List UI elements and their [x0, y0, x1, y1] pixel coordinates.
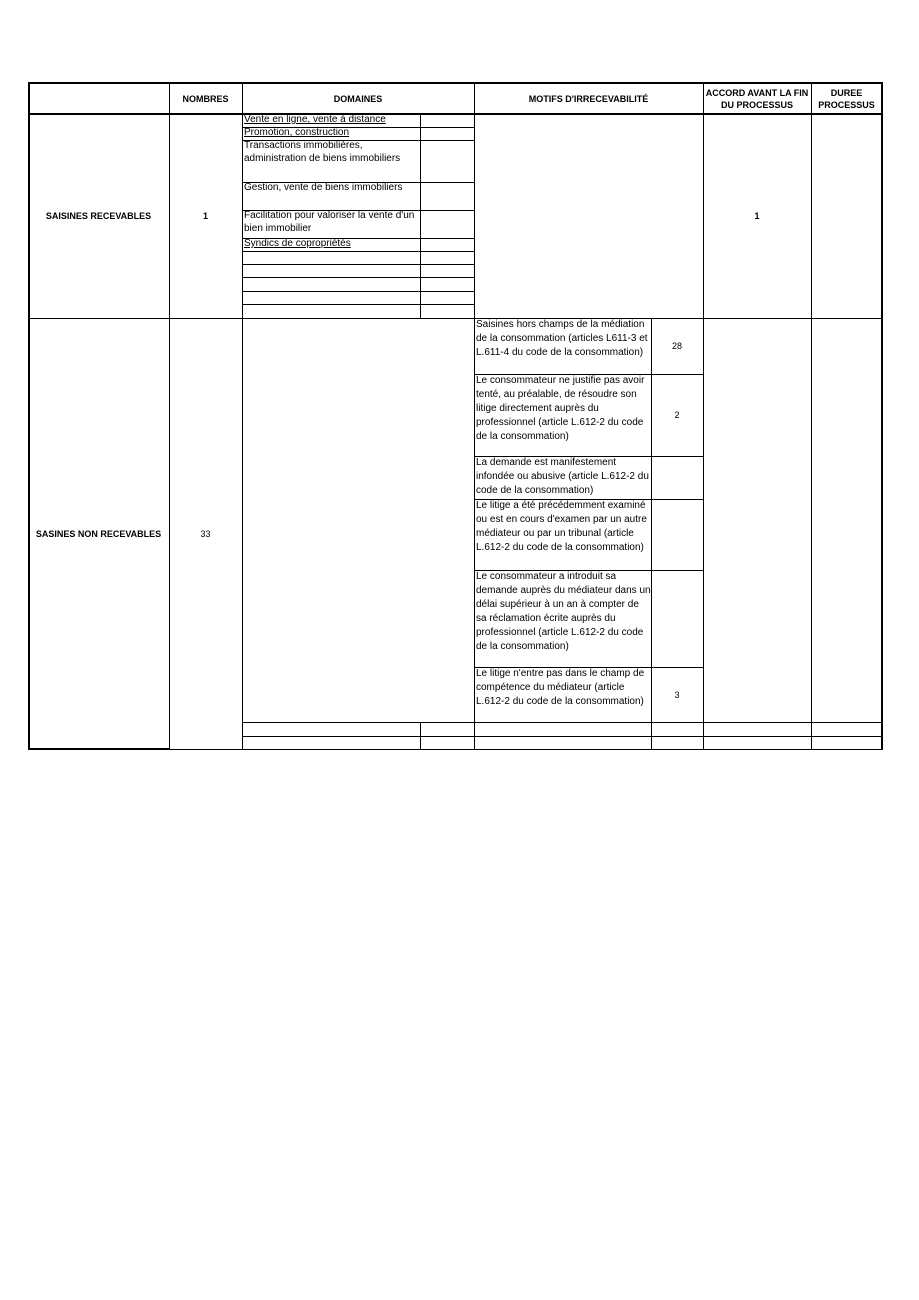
motif-text: Saisines hors champs de la médiation de la consommation (articles L611-3 et L.611-4 du code de la consommation) — [476, 319, 648, 358]
header-duree: DUREE PROCESSUS — [818, 87, 875, 110]
motif-text: Le consommateur a introduit sa demande auprès du médiateur dans un délai supérieur à un an à compter de sa réclamation écrite auprès du professionnel (article L.612-2 du code de la consommation) — [476, 571, 651, 652]
motif-count: 2 — [674, 410, 680, 420]
header-domaines: DOMAINES — [333, 93, 383, 104]
non-recevables-count: 33 — [200, 528, 211, 539]
motif-text: Le litige n'entre pas dans le champ de compétence du médiateur (article L.612-2 du code de la consommation) — [476, 668, 645, 707]
header-nombres: NOMBRES — [182, 93, 229, 104]
recevables-accord: 1 — [754, 211, 760, 221]
motif-count — [651, 499, 703, 570]
row-label-non-recevables: SASINES NON RECEVABLES — [35, 528, 162, 539]
motif-text: Le litige a été précédemment examiné ou est en cours d'examen par un autre médiateur ou par un tribunal (article L.612-2 du code de la consommation) — [476, 500, 647, 553]
header-motifs: MOTIFS D'IRRECEVABILITÉ — [528, 93, 649, 104]
motif-count: 3 — [674, 690, 680, 700]
domaine-item: Facilitation pour valoriser la vente d'un bien immobilier — [244, 210, 415, 234]
row-label-recevables: SAISINES RECEVABLES — [45, 211, 152, 221]
motif-count — [651, 456, 703, 499]
domaine-item: Promotion, construction — [244, 127, 350, 138]
motif-count — [651, 570, 703, 667]
motif-text: Le consommateur ne justifie pas avoir tenté, au préalable, de résoudre son litige directement auprès du professionnel (article L.612-2 du code de la consommation) — [476, 375, 645, 442]
header-accord: ACCORD AVANT LA FIN DU PROCESSUS — [705, 87, 809, 110]
domaine-item: Transactions immobilières, administration de biens immobiliers — [244, 140, 401, 164]
domaine-item: Vente en ligne, vente à distance — [244, 114, 386, 125]
recevables-count: 1 — [202, 211, 208, 221]
motif-text: La demande est manifestement infondée ou abusive (article L.612-2 du code de la consommation) — [476, 457, 649, 496]
motif-count: 28 — [671, 341, 682, 351]
domaine-item: Gestion, vente de biens immobiliers — [244, 182, 403, 193]
domaine-item: Syndics de copropriétés — [244, 238, 351, 249]
